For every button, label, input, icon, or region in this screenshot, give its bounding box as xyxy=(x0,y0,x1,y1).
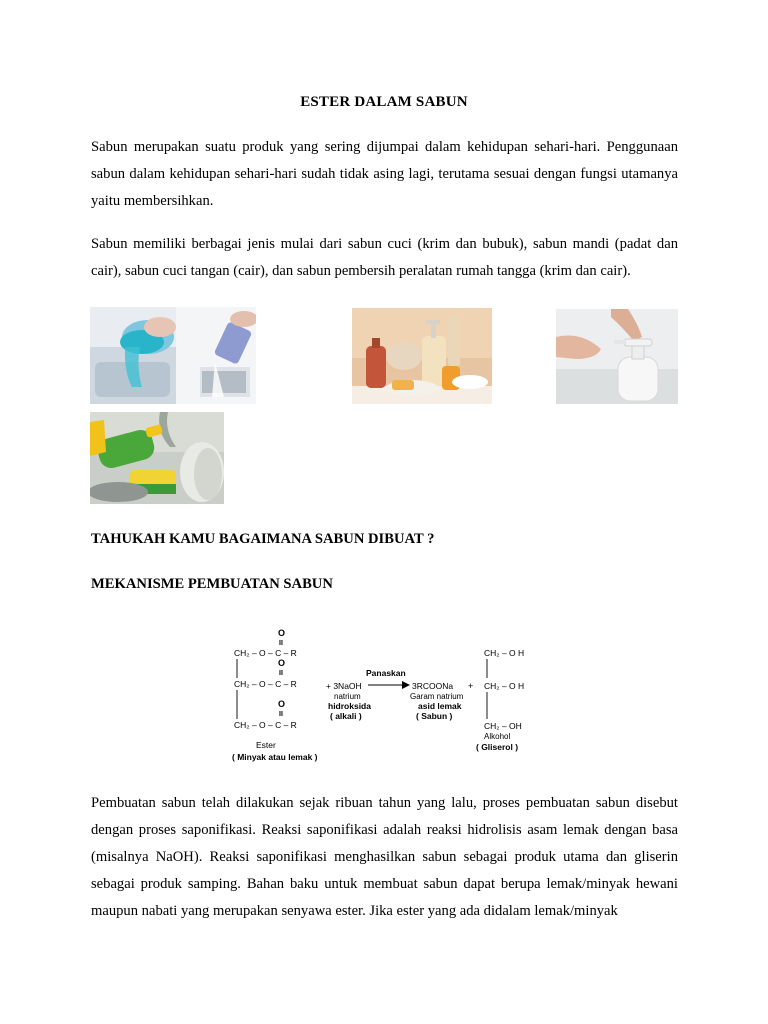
ester-sublabel: ( Minyak atau lemak ) xyxy=(232,752,318,762)
double-bond-3: II xyxy=(279,711,283,718)
ester-row-2: CH₂ – O – C – R xyxy=(234,679,297,689)
product-soap-name-1: Garam natrium xyxy=(410,692,464,701)
paragraph-types: Sabun memiliki berbagai jenis mulai dari sabun cuci (krim dan bubuk), sabun mandi (padat dan cair), sabun cuci tangan (cair), dan sabun pembersih peralatan rumah tangga (krim dan cair). xyxy=(91,236,678,279)
double-bond-2: II xyxy=(279,670,283,677)
paragraph-intro: Sabun merupakan suatu produk yang sering dijumpai dalam kehidupan sehari-hari. Penggunaan sabun dalam kehidupan sehari-hari sudah tidak asing lagi, terutama sesuai dengan fungsi utamanya yaitu membersihkan. xyxy=(91,139,678,209)
glycerol-row-2: CH₂ – O H xyxy=(484,681,525,691)
glycerol-sublabel: ( Gliserol ) xyxy=(476,742,519,752)
reagent-name-1: natrium xyxy=(334,692,361,701)
double-bond-1: II xyxy=(279,640,283,647)
reaction-condition: Panaskan xyxy=(366,668,406,678)
laundry-detergent-photo xyxy=(90,307,256,404)
product-soap-name-3: ( Sabun ) xyxy=(416,711,453,721)
heading-how-soap-made: TAHUKAH KAMU BAGAIMANA SABUN DIBUAT ? xyxy=(91,531,435,547)
hand-soap-pump-photo xyxy=(556,309,678,404)
paragraph-saponification: Pembuatan sabun telah dilakukan sejak ribuan tahun yang lalu, proses pembuatan sabun disebut dengan proses saponifikasi. Reaksi saponifikasi adalah reaksi hidrolisis asam lemak dengan basa (misalnya NaOH). Reaksi saponifikasi menghasilkan sabun sebagai produk utama dan gliserin sebagai produk samping. Bahan baku untuk membuat sabun dapat berupa lemak/minyak hewani maupun nabati yang merupakan senyawa ester. Jika ester yang ada didalam lemak/minyak xyxy=(91,795,678,919)
product-soap-formula: 3RCOONa xyxy=(412,681,454,691)
soap-bottles-photo xyxy=(352,308,492,404)
ester-row-1: CH₂ – O – C – R xyxy=(234,648,297,658)
product-soap-name-2: asid lemak xyxy=(418,701,462,711)
reagent-formula: + 3NaOH xyxy=(326,681,362,691)
reaction-arrow-head xyxy=(402,681,410,689)
reagent-name-2: hidroksida xyxy=(328,701,371,711)
glycerol-row-1: CH₂ – O H xyxy=(484,648,525,658)
page-title: ESTER DALAM SABUN xyxy=(300,94,468,110)
glycerol-row-3: CH₂ – OH xyxy=(484,721,522,731)
reagent-name-3: ( alkali ) xyxy=(330,711,362,721)
heading-mechanism: MEKANISME PEMBUATAN SABUN xyxy=(91,576,333,592)
plus-sign: + xyxy=(468,681,474,691)
carbonyl-oxygen-1: O xyxy=(278,628,286,638)
carbonyl-oxygen-3: O xyxy=(278,699,286,709)
ester-row-3: CH₂ – O – C – R xyxy=(234,720,297,730)
dish-soap-photo xyxy=(90,412,224,504)
ester-label: Ester xyxy=(256,740,276,750)
saponification-reaction-diagram xyxy=(226,626,542,768)
glycerol-label: Alkohol xyxy=(484,732,511,741)
carbonyl-oxygen-2: O xyxy=(278,658,286,668)
